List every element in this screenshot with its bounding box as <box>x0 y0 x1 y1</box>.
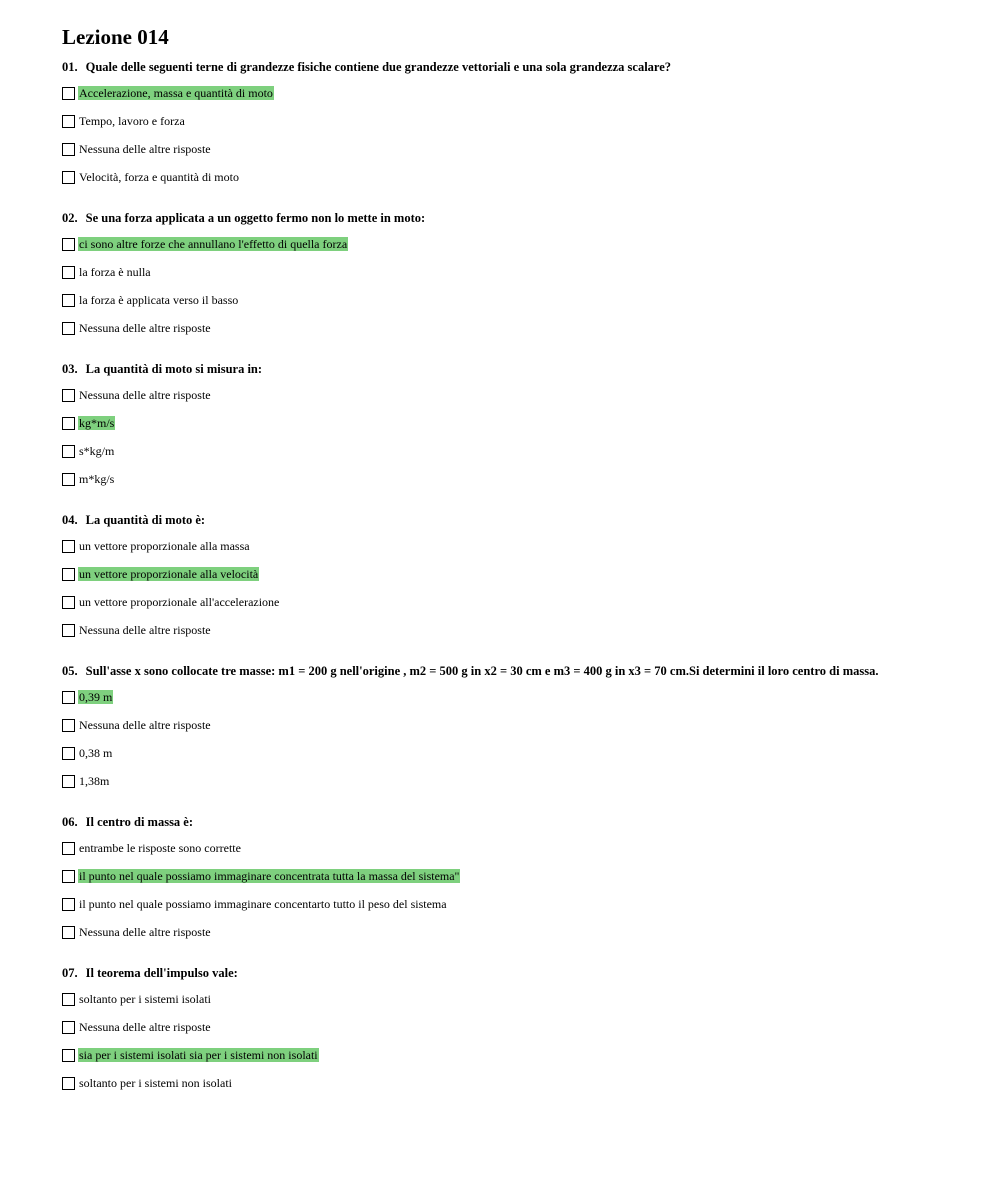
answer-checkbox[interactable] <box>62 540 75 553</box>
question-label: La quantità di moto si misura in: <box>85 362 263 376</box>
correct-answer-label: 0,39 m <box>79 690 113 704</box>
answer-option[interactable] <box>62 839 1000 857</box>
question-block <box>62 964 1000 1092</box>
answer-checkbox[interactable] <box>62 266 75 279</box>
answer-checkbox[interactable] <box>62 691 75 704</box>
answer-checkbox[interactable] <box>62 719 75 732</box>
question-label: Il centro di massa è: <box>85 815 194 829</box>
correct-answer-label: ci sono altre forze che annullano l'effetto di quella forza <box>79 237 348 251</box>
correct-answer-label: un vettore proporzionale alla velocità <box>79 567 259 581</box>
answer-option[interactable] <box>62 235 1000 253</box>
answer-option[interactable] <box>62 1046 1000 1064</box>
question-block <box>62 209 1000 337</box>
question-label: La quantità di moto è: <box>85 513 206 527</box>
answer-label: 1,38m <box>79 774 110 788</box>
answer-option[interactable] <box>62 263 1000 281</box>
answer-option[interactable] <box>62 990 1000 1008</box>
answer-option[interactable] <box>62 621 1000 639</box>
question-number: 03. <box>62 362 78 376</box>
answer-checkbox[interactable] <box>62 775 75 788</box>
question-block <box>62 360 1000 488</box>
answer-label: 0,38 m <box>79 746 113 760</box>
answer-option[interactable] <box>62 442 1000 460</box>
answer-checkbox[interactable] <box>62 568 75 581</box>
question-number: 04. <box>62 513 78 527</box>
answer-checkbox[interactable] <box>62 417 75 430</box>
question-number: 01. <box>62 60 78 74</box>
correct-answer-label: kg*m/s <box>79 416 115 430</box>
answer-checkbox[interactable] <box>62 322 75 335</box>
answer-option[interactable] <box>62 565 1000 583</box>
question-number: 06. <box>62 815 78 829</box>
answer-label: m*kg/s <box>79 472 115 486</box>
answer-label: Nessuna delle altre risposte <box>79 925 211 939</box>
answer-checkbox[interactable] <box>62 624 75 637</box>
answer-option[interactable] <box>62 112 1000 130</box>
question-spacer <box>62 649 1000 662</box>
question-number: 07. <box>62 966 78 980</box>
answer-option[interactable] <box>62 895 1000 913</box>
answer-checkbox[interactable] <box>62 926 75 939</box>
question-number: 02. <box>62 211 78 225</box>
answer-label: soltanto per i sistemi isolati <box>79 992 211 1006</box>
question-text <box>62 58 1000 76</box>
answer-label: il punto nel quale possiamo immaginare concentarto tutto il peso del sistema <box>79 897 447 911</box>
question-label: Quale delle seguenti terne di grandezze fisiche contiene due grandezze vettoriali e una sola grandezza scalare? <box>85 60 672 74</box>
question-block <box>62 813 1000 941</box>
answer-label: s*kg/m <box>79 444 115 458</box>
correct-answer-label: il punto nel quale possiamo immaginare concentrata tutta la massa del sistema" <box>79 869 460 883</box>
answer-option[interactable] <box>62 1074 1000 1092</box>
answer-option[interactable] <box>62 537 1000 555</box>
question-spacer <box>62 498 1000 511</box>
question-label: Sull'asse x sono collocate tre masse: m1 = 200 g nell'origine , m2 = 500 g in x2 = 30 cm e m3 = 400 g in x3 = 70 cm.Si determini il loro centro di massa. <box>85 664 879 678</box>
answer-label: Nessuna delle altre risposte <box>79 142 211 156</box>
question-label: Se una forza applicata a un oggetto fermo non lo mette in moto: <box>85 211 426 225</box>
question-text <box>62 511 1000 529</box>
answer-option[interactable] <box>62 168 1000 186</box>
answer-checkbox[interactable] <box>62 87 75 100</box>
answer-option[interactable] <box>62 140 1000 158</box>
answer-label: Nessuna delle altre risposte <box>79 718 211 732</box>
question-text <box>62 662 1000 680</box>
answer-checkbox[interactable] <box>62 473 75 486</box>
answer-option[interactable] <box>62 716 1000 734</box>
answer-checkbox[interactable] <box>62 596 75 609</box>
question-text <box>62 964 1000 982</box>
answer-checkbox[interactable] <box>62 171 75 184</box>
answer-option[interactable] <box>62 386 1000 404</box>
question-text <box>62 813 1000 831</box>
answer-checkbox[interactable] <box>62 1021 75 1034</box>
page-title: Lezione 014 <box>62 25 169 49</box>
answer-checkbox[interactable] <box>62 143 75 156</box>
question-list <box>62 58 1000 1092</box>
question-text <box>62 360 1000 378</box>
answer-label: Nessuna delle altre risposte <box>79 388 211 402</box>
answer-label: la forza è applicata verso il basso <box>79 293 239 307</box>
answer-checkbox[interactable] <box>62 294 75 307</box>
answer-option[interactable] <box>62 319 1000 337</box>
answer-option[interactable] <box>62 867 1000 885</box>
answer-checkbox[interactable] <box>62 870 75 883</box>
answer-option[interactable] <box>62 744 1000 762</box>
answer-label: Nessuna delle altre risposte <box>79 321 211 335</box>
correct-answer-label: Accelerazione, massa e quantità di moto <box>79 86 273 100</box>
correct-answer-label: sia per i sistemi isolati sia per i sistemi non isolati <box>79 1048 318 1062</box>
answer-label: entrambe le risposte sono corrette <box>79 841 241 855</box>
answer-checkbox[interactable] <box>62 1077 75 1090</box>
answer-option[interactable] <box>62 593 1000 611</box>
question-number: 05. <box>62 664 78 678</box>
answer-option[interactable] <box>62 1018 1000 1036</box>
answer-label: la forza è nulla <box>79 265 151 279</box>
answer-label: un vettore proporzionale alla massa <box>79 539 250 553</box>
answer-checkbox[interactable] <box>62 389 75 402</box>
question-block <box>62 662 1000 790</box>
question-block <box>62 58 1000 186</box>
question-spacer <box>62 951 1000 964</box>
answer-checkbox[interactable] <box>62 445 75 458</box>
answer-option[interactable] <box>62 470 1000 488</box>
question-label: Il teorema dell'impulso vale: <box>85 966 238 980</box>
answer-checkbox[interactable] <box>62 747 75 760</box>
answer-checkbox[interactable] <box>62 1049 75 1062</box>
answer-checkbox[interactable] <box>62 115 75 128</box>
answer-option[interactable] <box>62 414 1000 432</box>
answer-checkbox[interactable] <box>62 842 75 855</box>
answer-option[interactable] <box>62 923 1000 941</box>
question-text <box>62 209 1000 227</box>
answer-label: Nessuna delle altre risposte <box>79 1020 211 1034</box>
answer-checkbox[interactable] <box>62 238 75 251</box>
question-spacer <box>62 800 1000 813</box>
answer-label: Nessuna delle altre risposte <box>79 623 211 637</box>
answer-option[interactable] <box>62 688 1000 706</box>
question-block <box>62 511 1000 639</box>
answer-label: Tempo, lavoro e forza <box>79 114 185 128</box>
answer-checkbox[interactable] <box>62 898 75 911</box>
answer-option[interactable] <box>62 772 1000 790</box>
answer-label: un vettore proporzionale all'accelerazione <box>79 595 280 609</box>
question-spacer <box>62 347 1000 360</box>
answer-label: soltanto per i sistemi non isolati <box>79 1076 232 1090</box>
answer-option[interactable] <box>62 84 1000 102</box>
answer-label: Velocità, forza e quantità di moto <box>79 170 239 184</box>
answer-option[interactable] <box>62 291 1000 309</box>
answer-checkbox[interactable] <box>62 993 75 1006</box>
question-spacer <box>62 196 1000 209</box>
